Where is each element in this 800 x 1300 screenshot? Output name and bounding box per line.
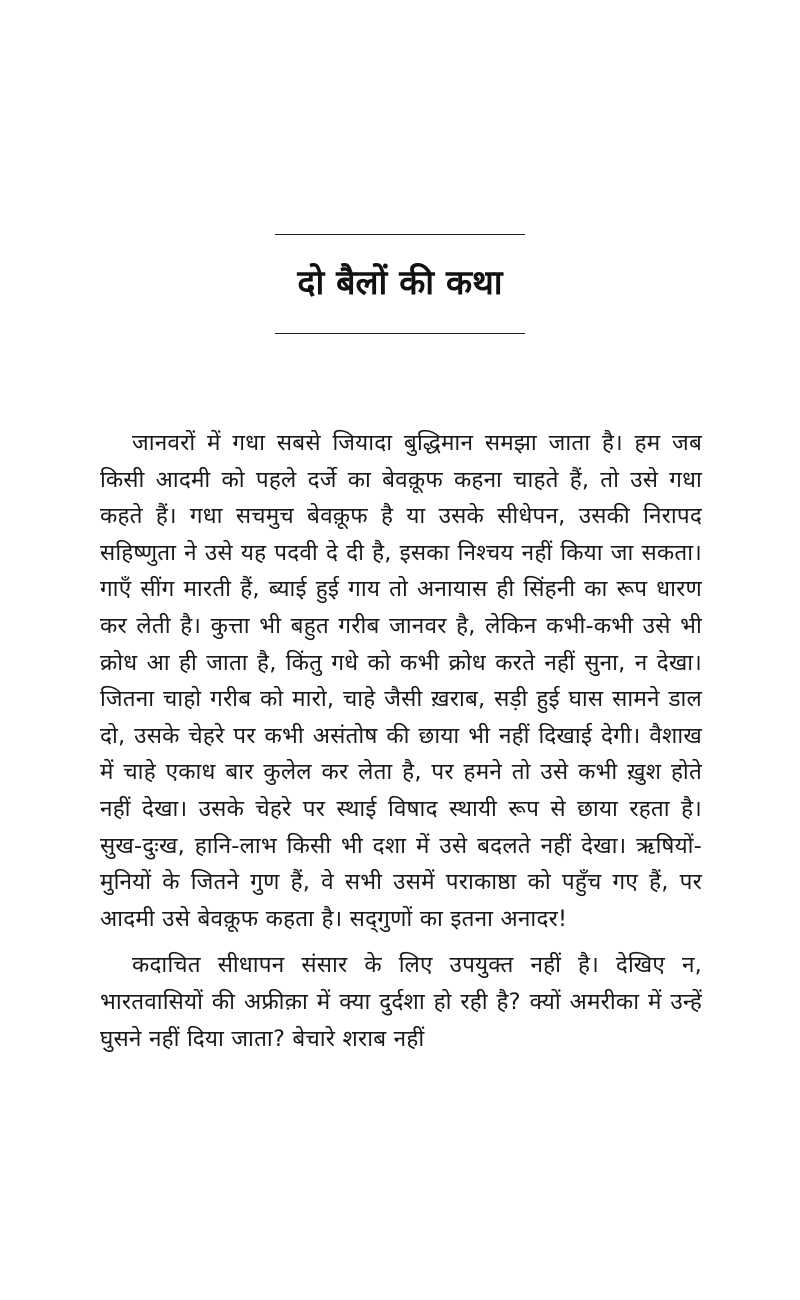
chapter-body	[100, 425, 702, 1057]
paragraph-2: कदाचित सीधापन संसार के लिए उपयुक्त नहीं है। देखिए न, भारतवासियों की अफ्रीक़ा में क्या दुर्दशा हो रही है? क्यों अमरीका में उन्हें घुसने नहीं दिया जाता? बेचारे शराब नहीं	[100, 952, 702, 1052]
title-rule-bottom	[275, 333, 525, 334]
chapter-title: दो बैलों की कथा	[297, 263, 503, 303]
paragraph-1: जानवरों में गधा सबसे जियादा बुद्धिमान समझा जाता है। हम जब किसी आदमी को पहले दर्जे का बेवक़ूफ कहना चाहते हैं, तो उसे गधा कहते हैं। गधा सचमुच बेवक़ूफ है या उसके सीधेपन, उसकी निरापद सहिष्णुता ने उसे यह पदवी दे दी है, इसका निश्चय नहीं किया जा सकता। गाएँ सींग मारती हैं, ब्याई हुई गाय तो अनायास ही सिंहनी का रूप धारण कर लेती है। कुत्ता भी बहुत गरीब जानवर है, लेकिन कभी-कभी उसे भी क्रोध आ ही जाता है, किंतु गधे को कभी क्रोध करते नहीं सुना, न देखा। जितना चाहो गरीब को मारो, चाहे जैसी ख़राब, सड़ी हुई घास सामने डाल दो, उसके चेहरे पर कभी असंतोष की छाया भी नहीं दिखाई देगी। वैशाख में चाहे एकाध बार कुलेल कर लेता है, पर हमने तो उसे कभी ख़ुश होते नहीं देखा। उसके चेहरे पर स्थाई विषाद स्थायी रूप से छाया रहता है। सुख-दुःख, हानि-लाभ किसी भी दशा में उसे बदलते नहीं देखा। ऋषियों-मुनियों के जितने गुण हैं, वे सभी उसमें पराकाष्ठा को पहुँच गए हैं, पर आदमी उसे बेवक़ूफ कहता है। सद्‌गुणों का इतना अनादर!	[100, 430, 702, 932]
title-rule-top	[275, 234, 525, 235]
